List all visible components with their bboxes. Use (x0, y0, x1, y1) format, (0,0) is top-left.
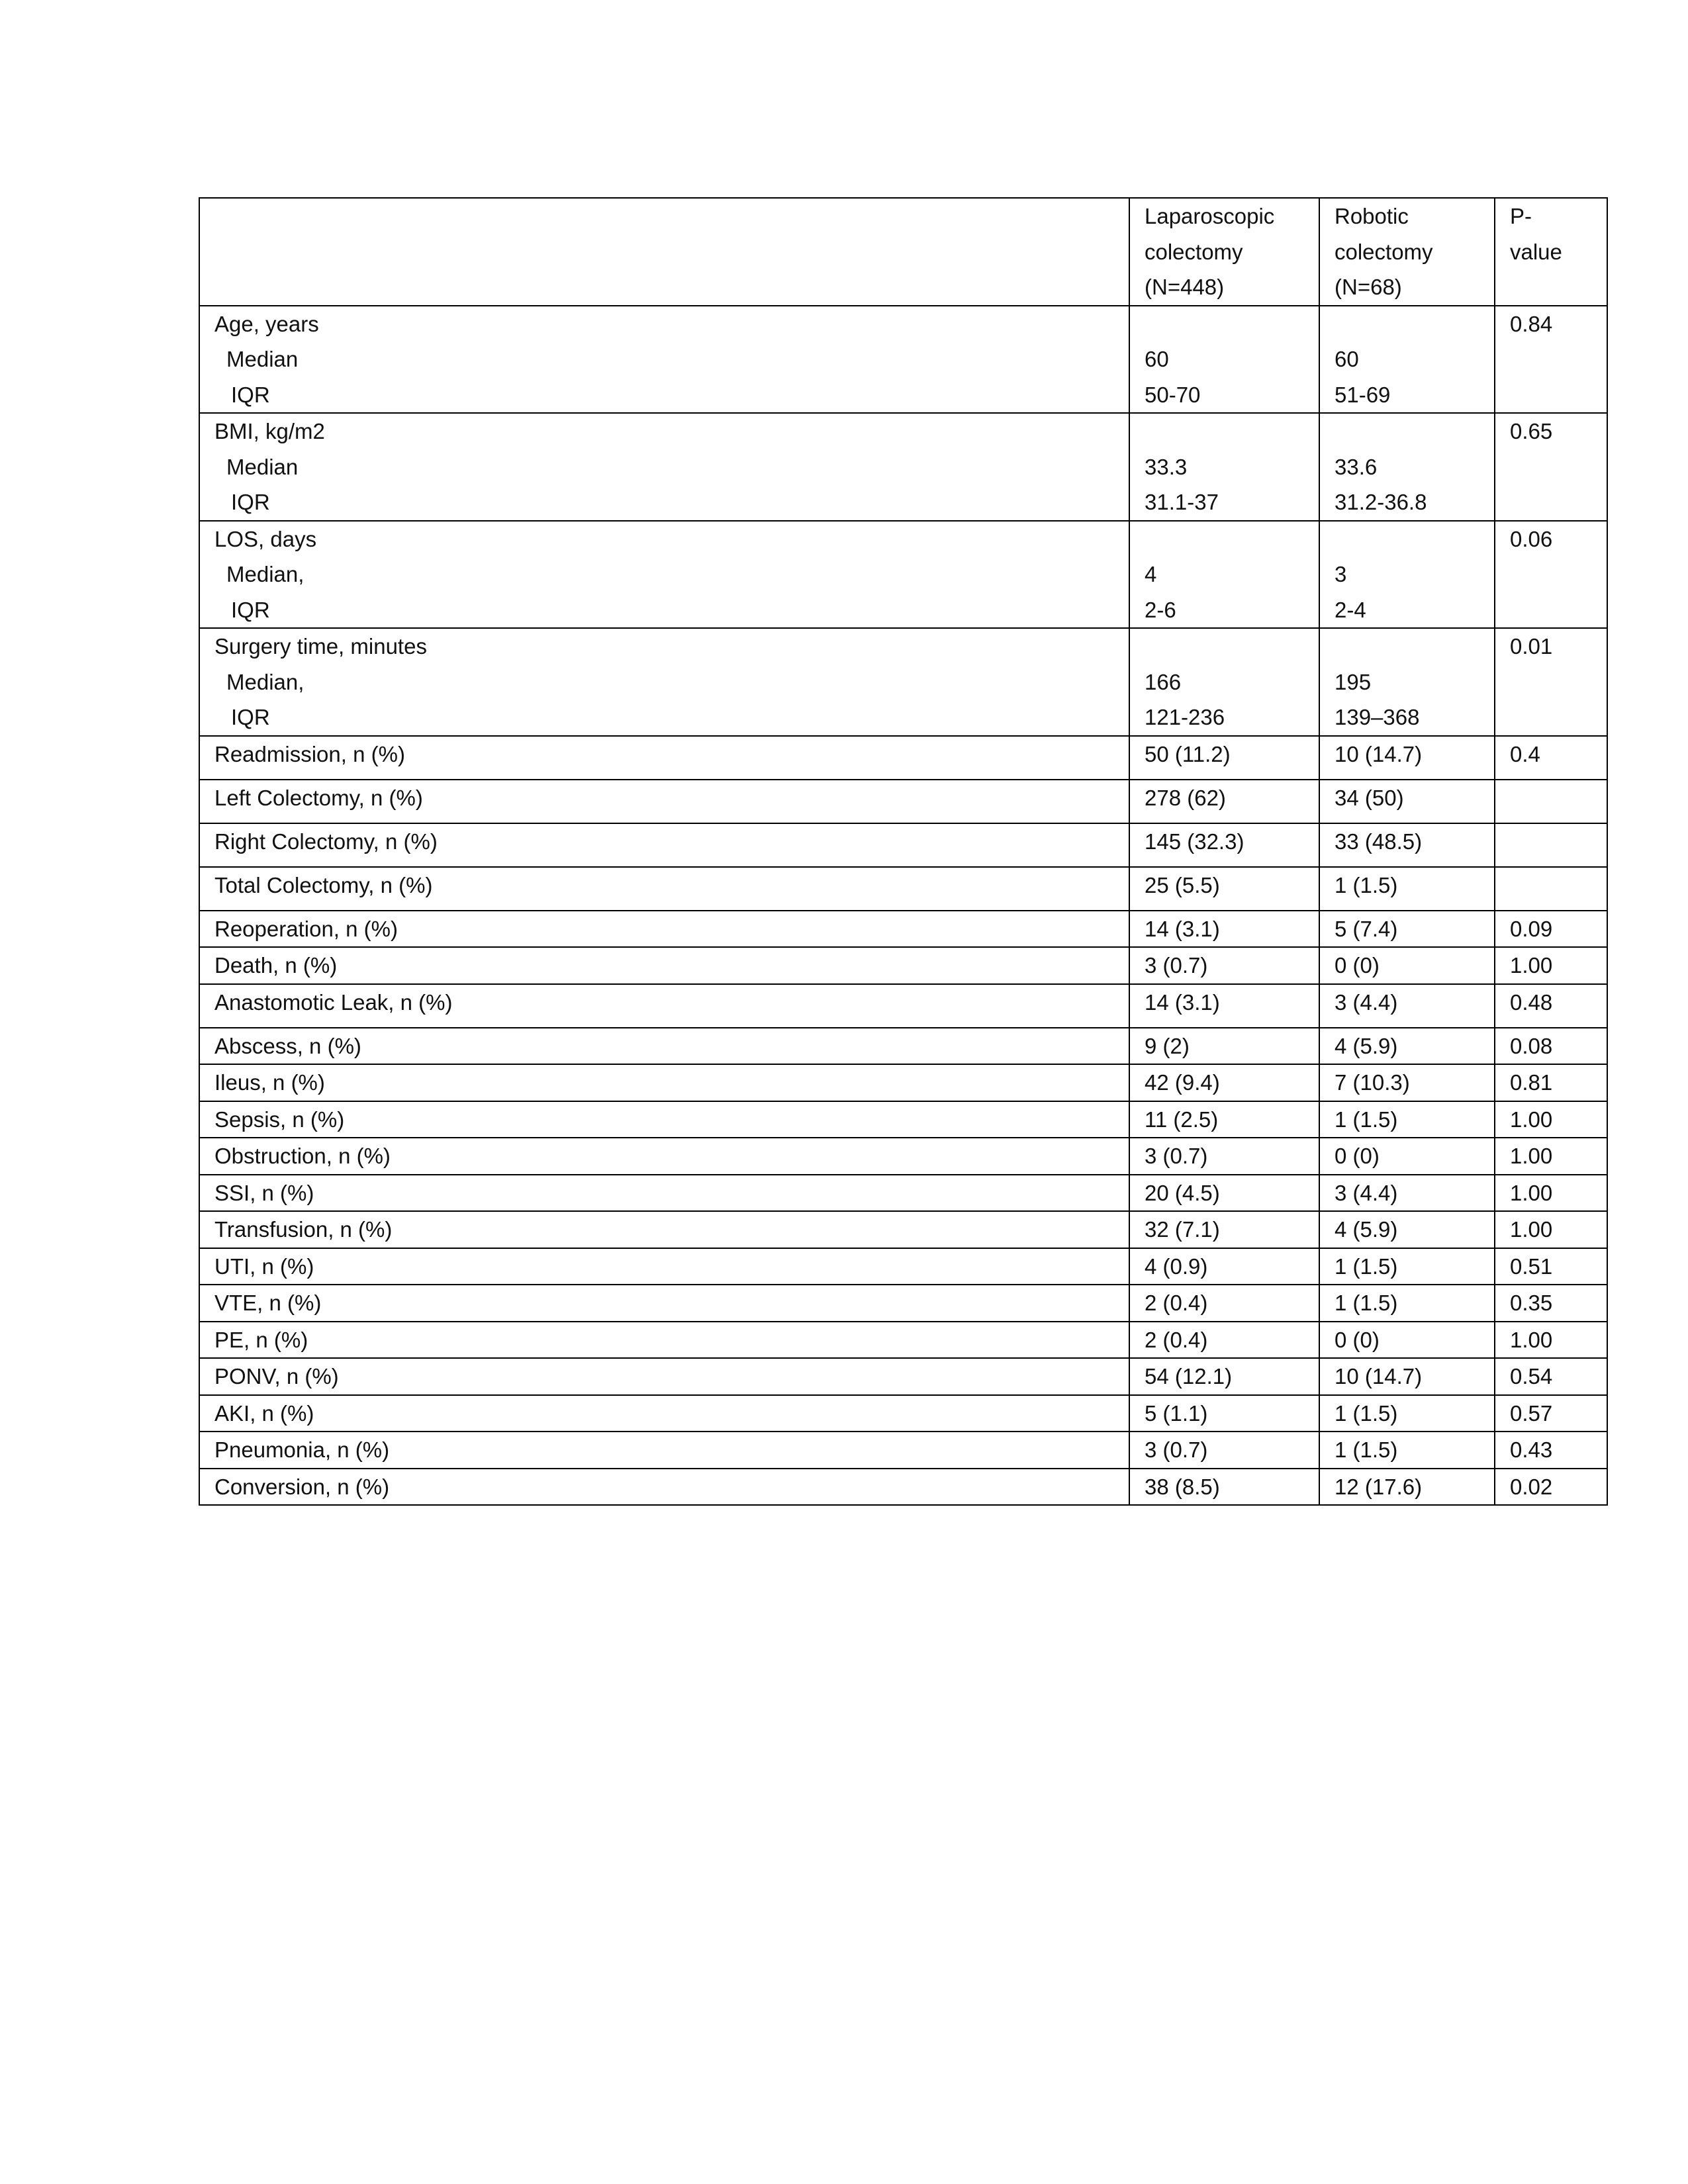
laparoscopic-value: 14 (3.1) (1129, 984, 1319, 1028)
simple-rows (199, 736, 1607, 1506)
variable-label: Death, n (%) (199, 947, 1129, 984)
variable-label: Total Colectomy, n (%) (199, 867, 1129, 911)
laparoscopic-cell (1129, 413, 1319, 521)
table-row (199, 1469, 1607, 1506)
robotic-value: 1 (1.5) (1319, 1101, 1495, 1138)
header-pvalue-cell (1495, 198, 1607, 306)
stat-label: IQR (231, 705, 270, 729)
header-row (199, 198, 1607, 306)
variable-label: PONV, n (%) (199, 1358, 1129, 1395)
laparoscopic-value: 166 (1145, 669, 1182, 694)
pvalue: 0.81 (1495, 1064, 1607, 1101)
robotic-value: 0 (0) (1319, 1322, 1495, 1359)
laparoscopic-value: 32 (7.1) (1129, 1211, 1319, 1248)
stat-label: Median (226, 347, 299, 371)
variable-label: Right Colectomy, n (%) (199, 823, 1129, 867)
robotic-value: 0 (0) (1319, 947, 1495, 984)
stat-label: Median, (226, 562, 305, 586)
table-row (199, 867, 1607, 911)
pvalue: 1.00 (1495, 1138, 1607, 1175)
robotic-cell (1319, 628, 1495, 736)
variable-label: Obstruction, n (%) (199, 1138, 1129, 1175)
robotic-value: 1 (1.5) (1319, 1248, 1495, 1285)
variable-cell (199, 628, 1129, 736)
variable-label: BMI, kg/m2 (214, 419, 325, 443)
table-row (199, 1138, 1607, 1175)
laparoscopic-value: 145 (32.3) (1129, 823, 1319, 867)
empty-line (1335, 522, 1481, 557)
header-laparoscopic-cell (1129, 198, 1319, 306)
variable-label: Reoperation, n (%) (199, 911, 1129, 948)
robotic-value: 12 (17.6) (1319, 1469, 1495, 1506)
laparoscopic-value: 121-236 (1145, 705, 1225, 729)
pvalue: 1.00 (1495, 1322, 1607, 1359)
pvalue: 0.09 (1495, 911, 1607, 948)
robotic-value: 3 (1335, 562, 1347, 586)
empty-line (1335, 306, 1481, 342)
laparoscopic-value: 3 (0.7) (1129, 1138, 1319, 1175)
header-robotic-cell (1319, 198, 1495, 306)
robotic-value: 7 (10.3) (1319, 1064, 1495, 1101)
robotic-value: 51-69 (1335, 382, 1391, 407)
laparoscopic-value: 54 (12.1) (1129, 1358, 1319, 1395)
header-laparoscopic-line: Laparoscopic (1145, 204, 1275, 228)
robotic-value: 1 (1.5) (1319, 867, 1495, 911)
laparoscopic-value: 25 (5.5) (1129, 867, 1319, 911)
robotic-value: 5 (7.4) (1319, 911, 1495, 948)
variable-label: Readmission, n (%) (199, 736, 1129, 780)
robotic-value: 10 (14.7) (1319, 736, 1495, 780)
pvalue: 0.43 (1495, 1432, 1607, 1469)
header-robotic-line: colectomy (1335, 239, 1433, 264)
variable-cell (199, 306, 1129, 414)
header-robotic-line: Robotic (1335, 204, 1409, 228)
laparoscopic-value: 50-70 (1145, 382, 1201, 407)
variable-label: Surgery time, minutes (214, 634, 427, 659)
robotic-value: 2-4 (1335, 597, 1366, 622)
robotic-value: 3 (4.4) (1319, 1175, 1495, 1212)
laparoscopic-value: 20 (4.5) (1129, 1175, 1319, 1212)
pvalue: 1.00 (1495, 947, 1607, 984)
table-row (199, 1248, 1607, 1285)
table-row (199, 413, 1607, 521)
pvalue-cell (1495, 628, 1607, 736)
robotic-value: 3 (4.4) (1319, 984, 1495, 1028)
table-row (199, 628, 1607, 736)
variable-label: Abscess, n (%) (199, 1028, 1129, 1065)
stat-label: IQR (231, 597, 270, 622)
header-robotic-line: (N=68) (1335, 275, 1402, 299)
pvalue: 0.01 (1510, 634, 1553, 659)
laparoscopic-value: 5 (1.1) (1129, 1395, 1319, 1432)
pvalue: 0.08 (1495, 1028, 1607, 1065)
laparoscopic-value: 2 (0.4) (1129, 1285, 1319, 1322)
robotic-value: 34 (50) (1319, 780, 1495, 823)
laparoscopic-value: 50 (11.2) (1129, 736, 1319, 780)
pvalue: 0.35 (1495, 1285, 1607, 1322)
robotic-cell (1319, 306, 1495, 414)
robotic-value: 139–368 (1335, 705, 1420, 729)
pvalue-cell (1495, 306, 1607, 414)
grouped-rows (199, 306, 1607, 736)
robotic-value: 10 (14.7) (1319, 1358, 1495, 1395)
laparoscopic-value: 31.1-37 (1145, 490, 1219, 514)
robotic-value: 31.2-36.8 (1335, 490, 1427, 514)
empty-line (1145, 629, 1305, 664)
header-laparoscopic-line: (N=448) (1145, 275, 1225, 299)
laparoscopic-cell (1129, 521, 1319, 629)
robotic-value: 195 (1335, 669, 1372, 694)
table-row (199, 984, 1607, 1028)
pvalue: 1.00 (1495, 1101, 1607, 1138)
pvalue: 0.02 (1495, 1469, 1607, 1506)
laparoscopic-cell (1129, 306, 1319, 414)
pvalue: 1.00 (1495, 1211, 1607, 1248)
laparoscopic-value: 60 (1145, 347, 1169, 371)
robotic-value: 0 (0) (1319, 1138, 1495, 1175)
variable-label: VTE, n (%) (199, 1285, 1129, 1322)
variable-label: Conversion, n (%) (199, 1469, 1129, 1506)
robotic-value: 4 (5.9) (1319, 1028, 1495, 1065)
pvalue (1495, 780, 1607, 823)
pvalue: 0.4 (1495, 736, 1607, 780)
laparoscopic-value: 9 (2) (1129, 1028, 1319, 1065)
variable-cell (199, 413, 1129, 521)
table-row (199, 736, 1607, 780)
pvalue (1495, 823, 1607, 867)
header-variable-cell (199, 198, 1129, 306)
robotic-value: 60 (1335, 347, 1359, 371)
variable-label: LOS, days (214, 526, 317, 551)
laparoscopic-value: 11 (2.5) (1129, 1101, 1319, 1138)
variable-label: Pneumonia, n (%) (199, 1432, 1129, 1469)
empty-line (1145, 306, 1305, 342)
variable-label: Sepsis, n (%) (199, 1101, 1129, 1138)
variable-label: Transfusion, n (%) (199, 1211, 1129, 1248)
pvalue: 0.54 (1495, 1358, 1607, 1395)
header-pvalue-line: P- (1510, 204, 1532, 228)
robotic-value: 33 (48.5) (1319, 823, 1495, 867)
header-laparoscopic-line: colectomy (1145, 239, 1243, 264)
pvalue: 1.00 (1495, 1175, 1607, 1212)
robotic-value: 4 (5.9) (1319, 1211, 1495, 1248)
pvalue-cell (1495, 521, 1607, 629)
robotic-value: 1 (1.5) (1319, 1285, 1495, 1322)
table-row (199, 1432, 1607, 1469)
laparoscopic-value: 2-6 (1145, 597, 1176, 622)
table-row (199, 1064, 1607, 1101)
stat-label: IQR (231, 490, 270, 514)
table-row (199, 780, 1607, 823)
laparoscopic-value: 42 (9.4) (1129, 1064, 1319, 1101)
variable-label: Age, years (214, 311, 319, 336)
robotic-cell (1319, 413, 1495, 521)
robotic-cell (1319, 521, 1495, 629)
table-row (199, 521, 1607, 629)
pvalue: 0.84 (1510, 311, 1553, 336)
variable-label: AKI, n (%) (199, 1395, 1129, 1432)
laparoscopic-value: 4 (0.9) (1129, 1248, 1319, 1285)
variable-label: UTI, n (%) (199, 1248, 1129, 1285)
table-row (199, 1395, 1607, 1432)
variable-label: SSI, n (%) (199, 1175, 1129, 1212)
laparoscopic-value: 278 (62) (1129, 780, 1319, 823)
pvalue: 0.65 (1510, 419, 1553, 443)
robotic-value: 1 (1.5) (1319, 1432, 1495, 1469)
pvalue: 0.48 (1495, 984, 1607, 1028)
table-row (199, 823, 1607, 867)
pvalue: 0.06 (1510, 526, 1553, 551)
table-row (199, 1028, 1607, 1065)
variable-label: Anastomotic Leak, n (%) (199, 984, 1129, 1028)
variable-label: PE, n (%) (199, 1322, 1129, 1359)
variable-cell (199, 521, 1129, 629)
header-pvalue-line: value (1510, 239, 1562, 264)
empty-line (1145, 522, 1305, 557)
laparoscopic-cell (1129, 628, 1319, 736)
laparoscopic-value: 2 (0.4) (1129, 1322, 1319, 1359)
pvalue: 0.51 (1495, 1248, 1607, 1285)
table-row (199, 306, 1607, 414)
table-row (199, 1358, 1607, 1395)
table-row (199, 1101, 1607, 1138)
table-row (199, 1211, 1607, 1248)
stat-label: Median, (226, 669, 305, 694)
variable-label: Left Colectomy, n (%) (199, 780, 1129, 823)
table-row (199, 1285, 1607, 1322)
pvalue: 0.57 (1495, 1395, 1607, 1432)
stat-label: IQR (231, 382, 270, 407)
table-row (199, 947, 1607, 984)
pvalue-cell (1495, 413, 1607, 521)
variable-label: Ileus, n (%) (199, 1064, 1129, 1101)
laparoscopic-value: 38 (8.5) (1129, 1469, 1319, 1506)
empty-line (1145, 414, 1305, 449)
laparoscopic-value: 33.3 (1145, 454, 1188, 479)
table-row (199, 911, 1607, 948)
robotic-value: 1 (1.5) (1319, 1395, 1495, 1432)
empty-line (1335, 629, 1481, 664)
empty-line (1335, 414, 1481, 449)
robotic-value: 33.6 (1335, 454, 1378, 479)
laparoscopic-value: 4 (1145, 562, 1157, 586)
table-row (199, 1322, 1607, 1359)
laparoscopic-value: 3 (0.7) (1129, 947, 1319, 984)
stat-label: Median (226, 454, 299, 479)
laparoscopic-value: 3 (0.7) (1129, 1432, 1319, 1469)
outcomes-table (199, 197, 1608, 1506)
laparoscopic-value: 14 (3.1) (1129, 911, 1319, 948)
pvalue (1495, 867, 1607, 911)
table-row (199, 1175, 1607, 1212)
